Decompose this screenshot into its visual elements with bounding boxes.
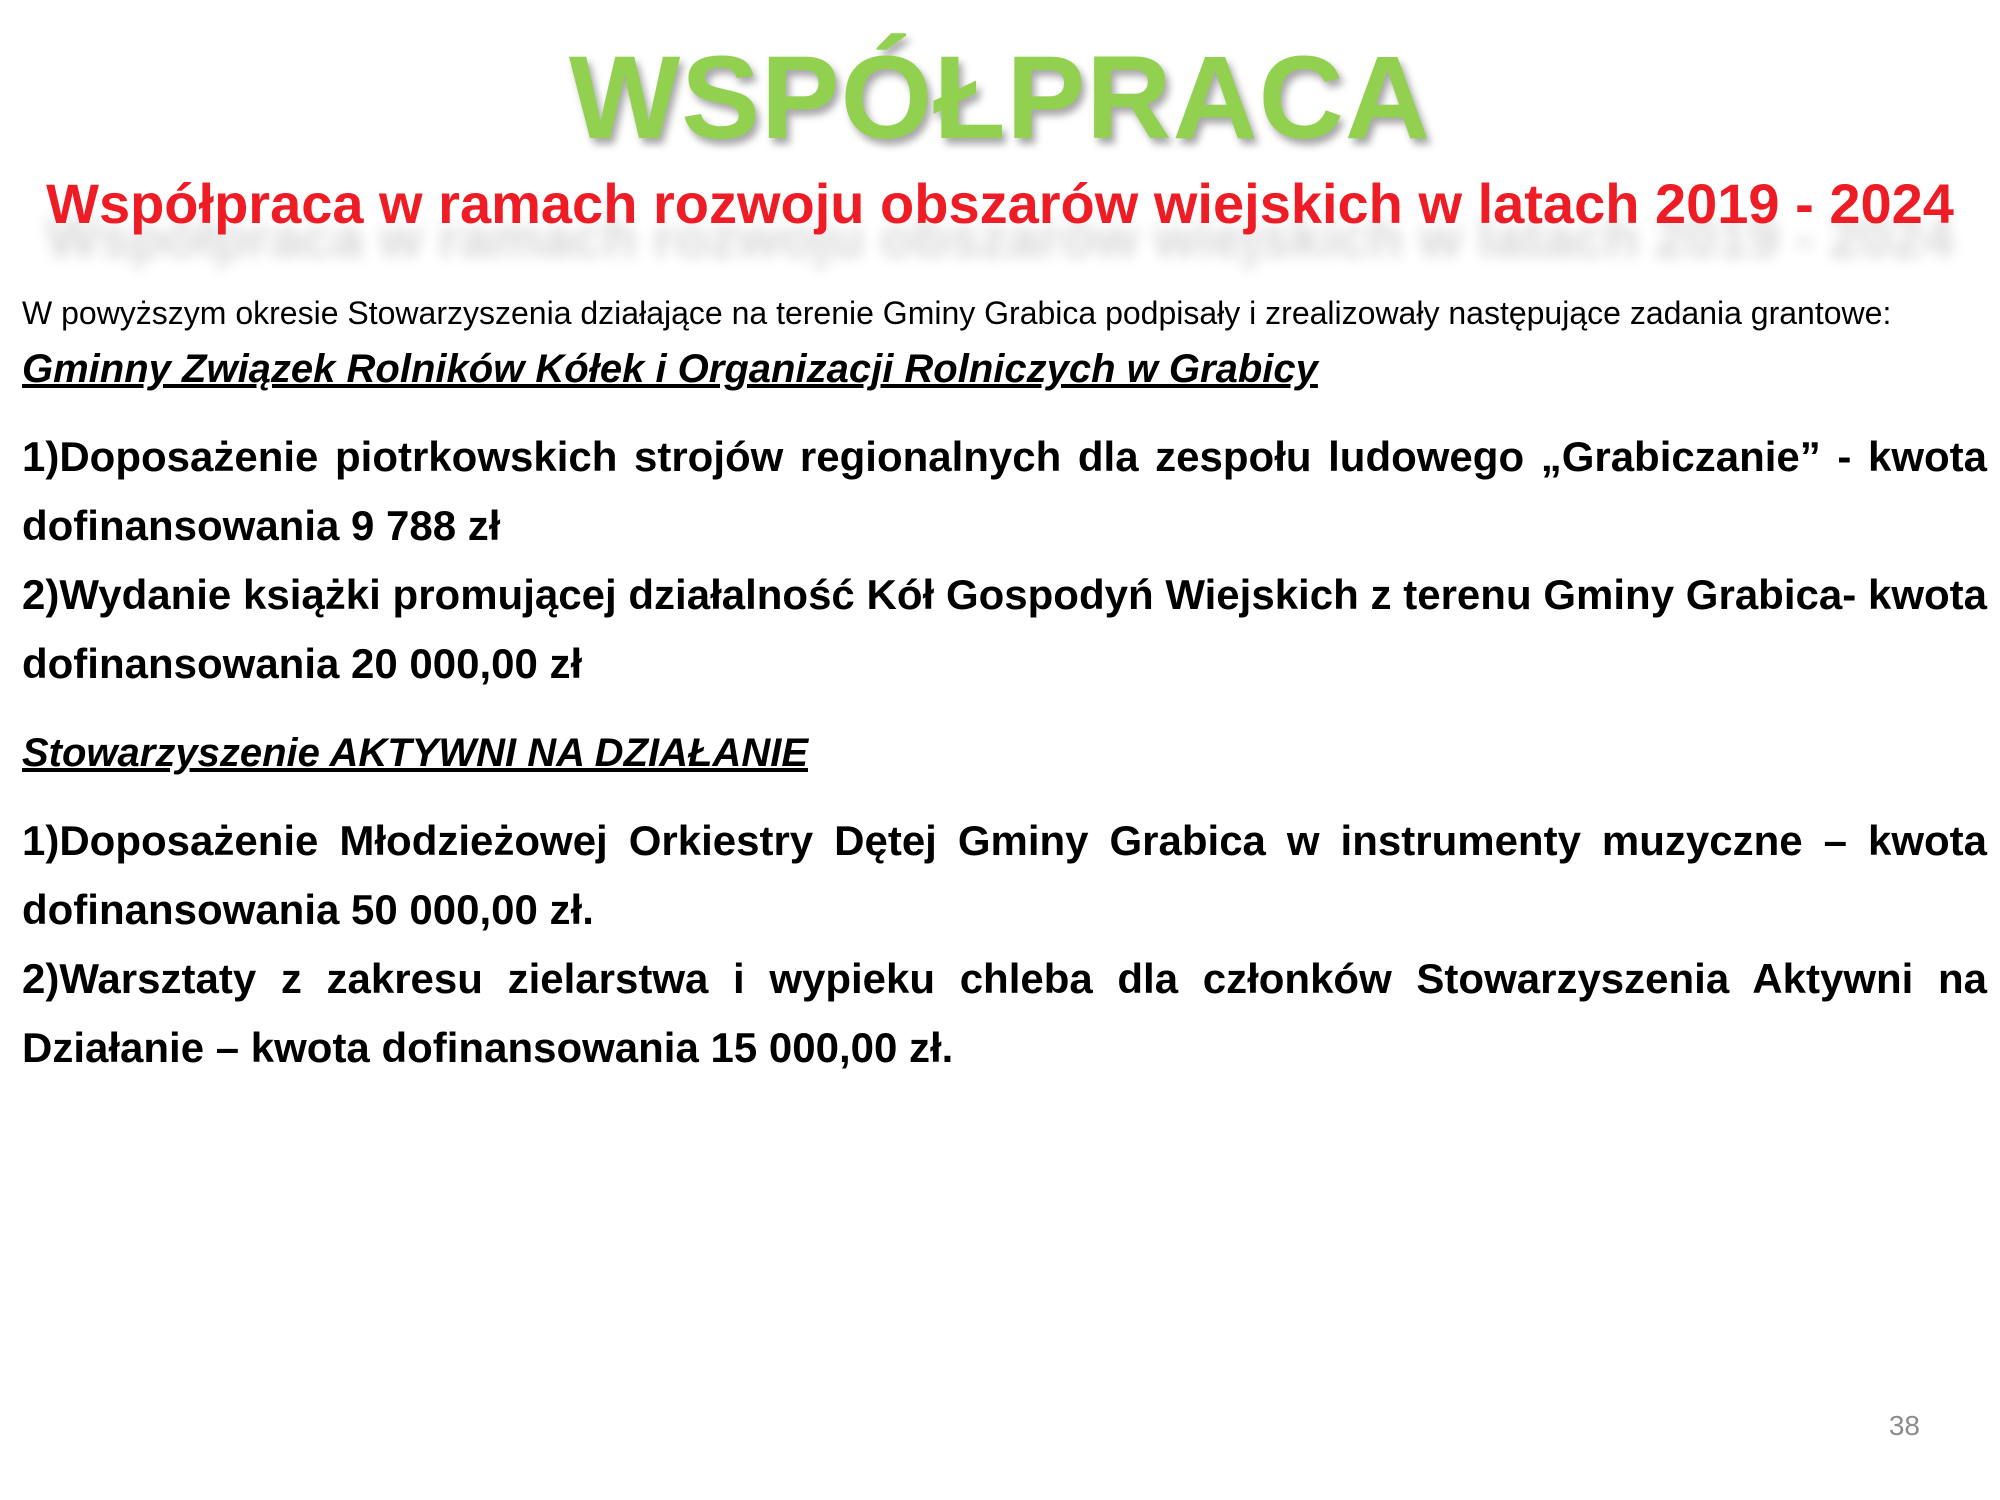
organization-section-1 [22,342,1987,698]
slide-subtitle: Współpraca w ramach rozwoju obszarów wiejskich w latach 2019 - 2024 [46,172,1954,235]
task-list [22,806,1987,1082]
task-list [22,422,1987,698]
organization-heading: Stowarzyszenie AKTYWNI NA DZIAŁANIE [22,731,808,775]
organization-section-2 [22,726,1987,1082]
slide-title: WSPÓŁPRACA [568,32,1432,164]
organization-heading: Gminny Związek Rolników Kółek i Organizacji Rolniczych w Grabicy [22,347,1318,391]
slide-content [22,290,1987,1110]
task-item: 2)Warsztaty z zakresu zielarstwa i wypieku chleba dla członków Stowarzyszenia Aktywni na Działanie – kwota dofinansowania 15 000,00 zł. [22,955,1987,1071]
task-item: 1)Doposażenie piotrkowskich strojów regionalnych dla zespołu ludowego „Grabiczanie” - kwota dofinansowania 9 788 zł [22,433,1987,549]
task-item: 1)Doposażenie Młodzieżowej Orkiestry Dętej Gminy Grabica w instrumenty muzyczne – kwota dofinansowania 50 000,00 zł. [22,817,1987,933]
task-item: 2)Wydanie książki promującej działalność Kół Gospodyń Wiejskich z terenu Gminy Grabica- kwota dofinansowania 20 000,00 zł [22,571,1987,687]
intro-paragraph: W powyższym okresie Stowarzyszenia działające na terenie Gminy Grabica podpisały i zrealizowały następujące zadania grantowe: [22,295,1892,331]
page-number: 38 [1888,1410,1920,1441]
